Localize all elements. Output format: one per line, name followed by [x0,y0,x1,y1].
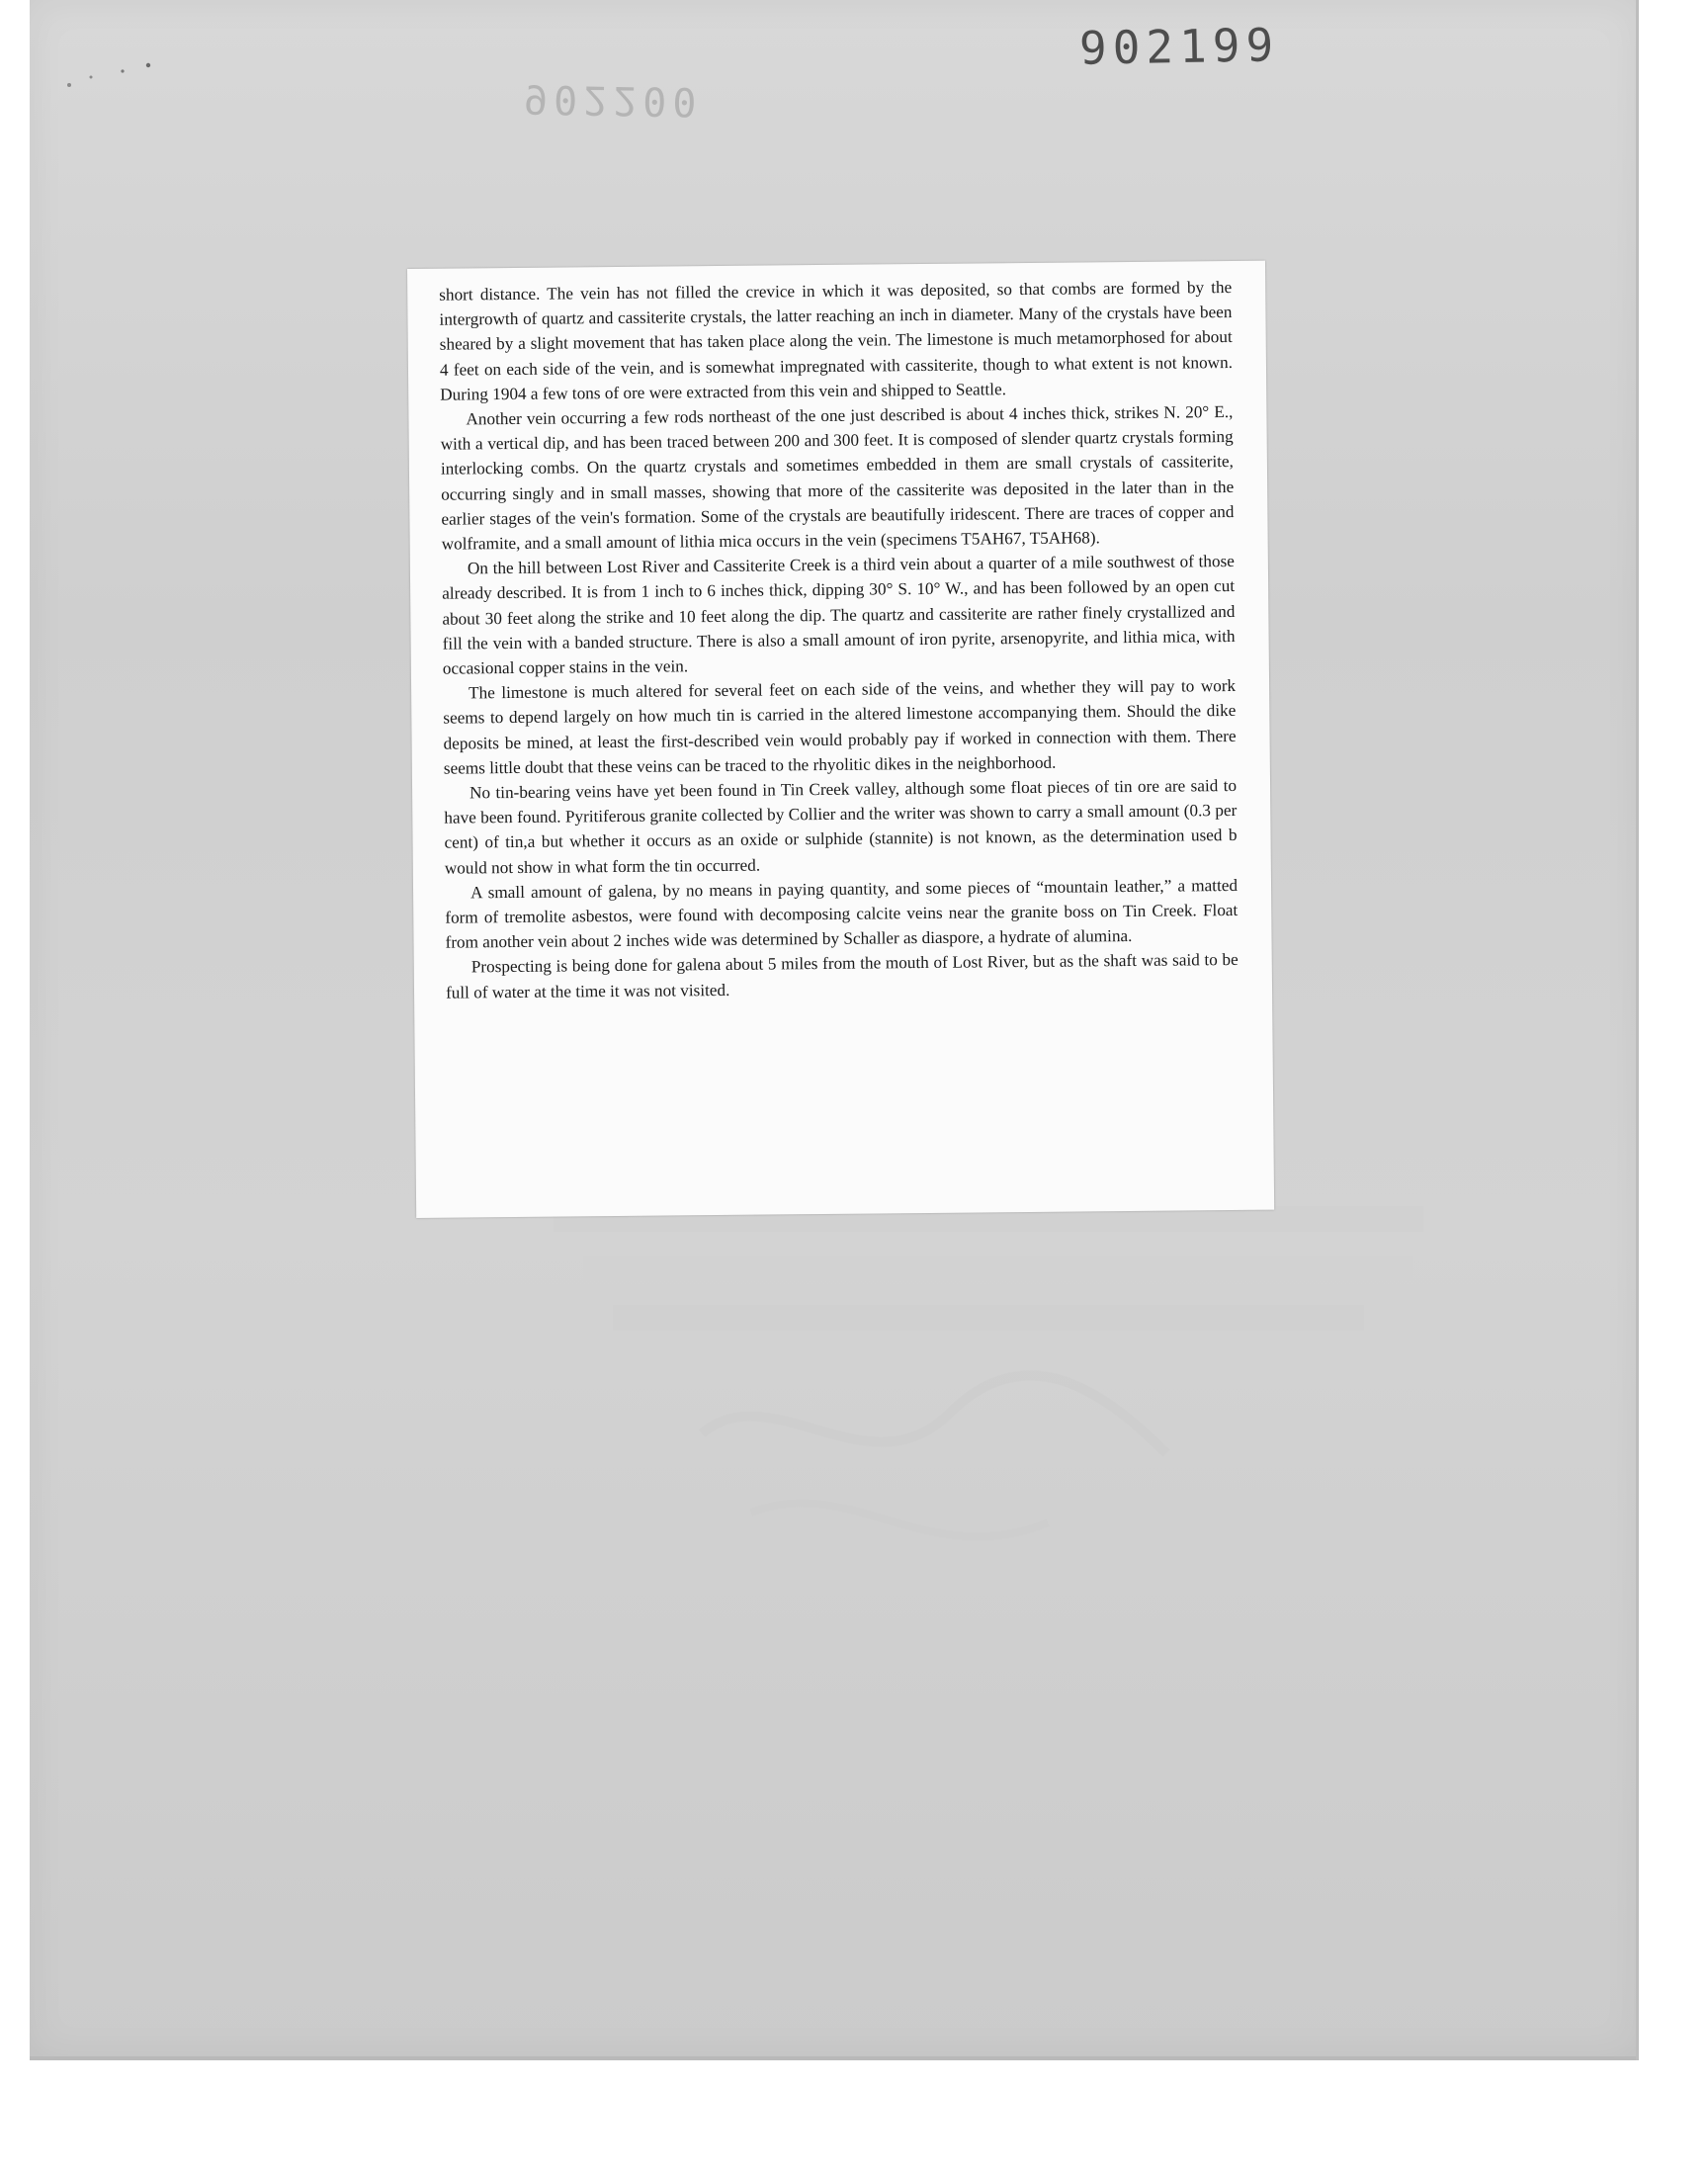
pasted-text-clipping [407,261,1274,1218]
show-through-bleed [554,1196,1443,1611]
clipping-text-body [439,275,1238,1005]
page-right-edge [1636,0,1639,2060]
paragraph-5: No tin-bearing veins have yet been found in Tin Creek valley, although some float pieces of tin ore are said to have been found. Pyritiferous granite collected by Collier and the writer was shown to carry a small amount (0.3 per cent) of tin,a but whether it occurs as an oxide or sulphide (stannite) is not known, as the determination used b would not show in what form the tin occurred. [444,776,1238,878]
faded-document-number-stamp: 902200 [523,75,703,125]
paragraph-2: Another vein occurring a few rods northeast of the one just described is about 4 inches thick, strikes N. 20° E., with a vertical dip, and has been traced between 200 and 300 feet. It is composed of slender quartz crystals forming interlocking combs. On the quartz crystals and sometimes embedded in them are small crystals of cassiterite, occurring singly and in small masses, showing that more of the cassiterite was deposited in the later than in the earlier stages of the vein's formation. Some of the crystals are beautifully iridescent. There are traces of copper and wolframite, and a small amount of lithia mica occurs in the vein (specimens T5AH67, T5AH68). [440,402,1235,554]
paragraph-6: A small amount of galena, by no means in paying quantity, and some pieces of “mountain leather,” a matted form of tremolite asbestos, were found with decomposing calcite veins near the granite boss on Tin Creek. Float from another vein about 2 inches wide was determined by Schaller as diaspore, a hydrate of alumina. [445,875,1238,952]
paragraph-3: On the hill between Lost River and Cassiterite Creek is a third vein about a quarter of a mile southwest of those already described. It is from 1 inch to 6 inches thick, dipping 30° S. 10° W., and has been followed by an open cut about 30 feet along the strike and 10 feet along the dip. The quartz and cassiterite are rather finely crystallized and fill the vein with a banded structure. There is also a small amount of iron pyrite, arsenopyrite, and lithia mica, with occasional copper stains in the vein. [442,552,1236,678]
paragraph-4: The limestone is much altered for several feet on each side of the veins, and whether they will pay to work seems to depend largely on how much tin is carried in the altered limestone accompanying them. Should the dike deposits be mined, at least the first-described vein would probably pay if worked in connection with them. There seems little doubt that these veins can be traced to the rhyolitic dikes in the neighborhood. [443,676,1237,778]
paragraph-7: Prospecting is being done for galena about 5 miles from the mouth of Lost River, but as the shaft was said to be full of water at the time it was not visited. [445,950,1238,1002]
dust-specks [63,55,182,95]
paragraph-1: short distance. The vein has not filled the crevice in which it was deposited, so that combs are formed by the intergrowth of quartz and cassiterite crystals, the latter reaching an inch in diameter. Many of the crystals have been sheared by a slight movement that has taken place along the vein. The limestone is much metamorphosed for about 4 feet on each side of the vein, and is somewhat impregnated with cassiterite, though to what extent is not known. During 1904 a few tons of ore were extracted from this vein and shipped to Seattle. [439,277,1234,404]
page-bottom-edge [30,2056,1639,2060]
document-number-stamp: 902199 [1078,18,1280,75]
